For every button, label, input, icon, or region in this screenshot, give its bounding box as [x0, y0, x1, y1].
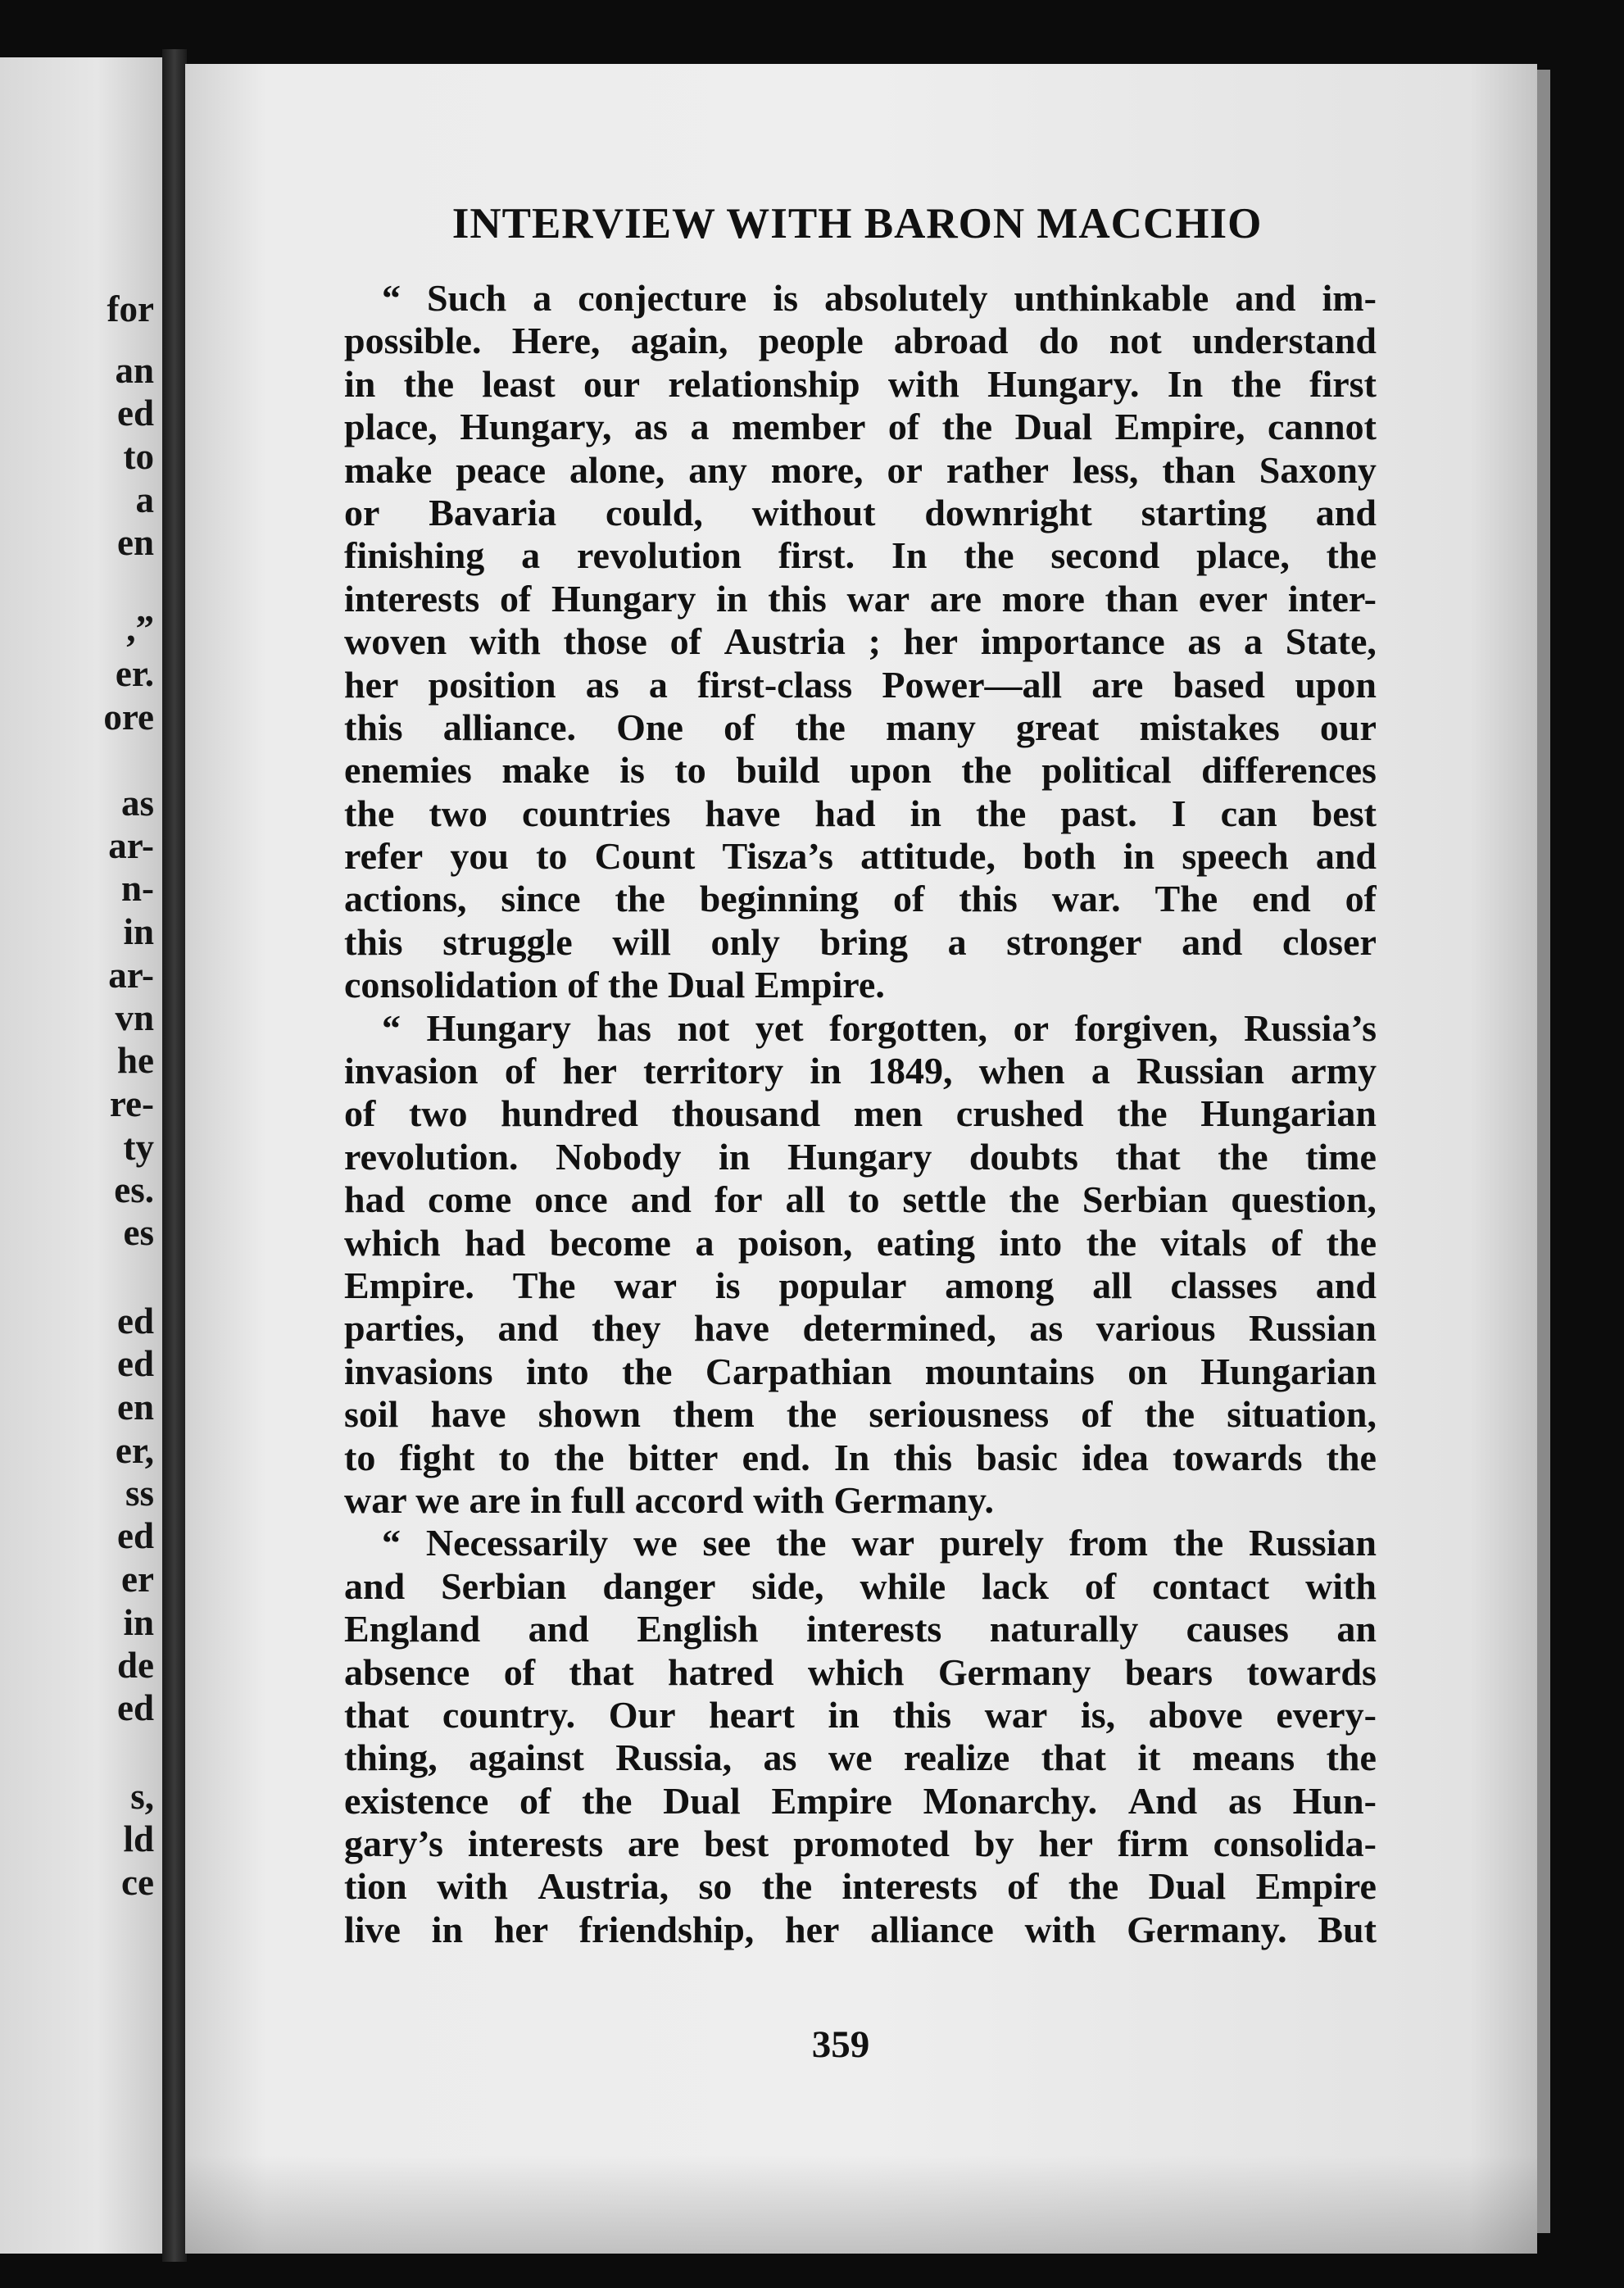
book-page: [185, 64, 1537, 2254]
text-line: “ Necessarily we see the war purely from the Russian: [382, 1522, 1377, 1564]
facing-page-fragment: s,: [130, 1776, 154, 1817]
text-line: gary’s interests are best promoted by her firm consolida-: [344, 1823, 1377, 1865]
text-line: this struggle will only bring a stronger and closer: [344, 920, 1377, 963]
facing-page-fragment: er,: [115, 1430, 154, 1471]
text-line: make peace alone, any more, or rather less, than Saxony: [344, 448, 1377, 491]
text-line: thing, against Russia, as we realize that it means the: [344, 1736, 1377, 1779]
text-line: invasions into the Carpathian mountains on Hungarian: [344, 1350, 1377, 1392]
facing-page-fragment: de: [117, 1645, 154, 1686]
facing-page-fragment: ty: [123, 1127, 154, 1168]
facing-page-fragment: ss: [125, 1473, 154, 1514]
text-line: Empire. The war is popular among all classes and: [344, 1264, 1377, 1306]
text-line: existence of the Dual Empire Monarchy. And as Hun-: [344, 1779, 1377, 1822]
page-title: INTERVIEW WITH BARON MACCHIO: [451, 200, 1263, 247]
text-line: that country. Our heart in this war is, above every-: [344, 1693, 1377, 1736]
facing-page-fragment: for: [107, 288, 154, 329]
text-line: this alliance. One of the many great mistakes our: [344, 706, 1377, 748]
facing-page-fragment: he: [117, 1040, 154, 1081]
text-line: refer you to Count Tisza’s attitude, both in speech and: [344, 835, 1377, 878]
facing-page-fragment: as: [120, 783, 154, 824]
text-line: consolidation of the Dual Empire.: [344, 964, 885, 1006]
book-gutter: [162, 49, 187, 2262]
body-text: [344, 277, 1377, 1951]
text-line: the two countries have had in the past. I can best: [344, 792, 1377, 834]
text-line: interests of Hungary in this war are more than ever inter-: [344, 577, 1377, 620]
page-edge: [1537, 70, 1550, 2233]
text-line: place, Hungary, as a member of the Dual Empire, cannot: [344, 406, 1377, 448]
facing-page-fragment: er: [121, 1559, 154, 1600]
facing-page-fragment: an: [115, 350, 154, 391]
text-line: or Bavaria could, without downright starting and: [344, 491, 1377, 533]
text-line: and Serbian danger side, while lack of contact with: [344, 1564, 1377, 1607]
text-line: woven with those of Austria ; her importance as a State,: [344, 620, 1377, 663]
text-line: live in her friendship, her alliance with Germany. But: [344, 1908, 1377, 1950]
text-line: invasion of her territory in 1849, when a Russian army: [344, 1050, 1377, 1092]
facing-page-fragment: ed: [117, 1515, 154, 1556]
facing-page-fragment: ce: [121, 1862, 154, 1903]
text-line: absence of that hatred which Germany bears towards: [344, 1650, 1377, 1693]
facing-page-fragment: en: [117, 1387, 154, 1428]
text-line: which had become a poison, eating into the vitals of the: [344, 1221, 1377, 1264]
facing-page-left: [0, 57, 162, 2254]
text-line: war we are in full accord with Germany.: [344, 1478, 994, 1521]
text-line: to fight to the bitter end. In this basic idea towards the: [344, 1436, 1377, 1478]
text-line: tion with Austria, so the interests of the Dual Empire: [344, 1865, 1377, 1908]
text-line: soil have shown them the seriousness of the situation,: [344, 1393, 1377, 1436]
facing-page-fragment: n-: [120, 868, 154, 909]
facing-page-fragment: in: [123, 1602, 154, 1643]
text-line: revolution. Nobody in Hungary doubts that the time: [344, 1135, 1377, 1178]
facing-page-fragment: vn: [115, 997, 154, 1038]
facing-page-fragment: ld: [123, 1818, 154, 1859]
text-line: enemies make is to build upon the political differences: [344, 749, 1377, 792]
facing-page-fragment: ar-: [108, 955, 154, 996]
text-line: actions, since the beginning of this war. The end of: [344, 878, 1377, 920]
facing-page-fragment: ed: [117, 393, 154, 434]
facing-page-fragment: es: [123, 1212, 154, 1253]
page-shadow: [185, 2155, 1537, 2254]
facing-page-fragment: ,”: [126, 608, 154, 649]
page-number: 359: [811, 2023, 870, 2066]
text-line: in the least our relationship with Hungary. In the first: [344, 362, 1377, 405]
text-line: parties, and they have determined, as various Russian: [344, 1307, 1377, 1350]
facing-page-fragment: ar-: [108, 825, 154, 866]
facing-page-fragment: ed: [117, 1343, 154, 1384]
facing-page-fragment: to: [123, 436, 154, 477]
text-line: had come once and for all to settle the Serbian question,: [344, 1178, 1377, 1221]
facing-page-fragment: re-: [109, 1083, 154, 1124]
facing-page-fragment: ore: [103, 697, 154, 738]
facing-page-fragment: es.: [114, 1169, 154, 1210]
text-line: of two hundred thousand men crushed the Hungarian: [344, 1092, 1377, 1135]
text-line: her position as a first-class Power—all are based upon: [344, 663, 1377, 706]
facing-page-fragment: ed: [117, 1301, 154, 1341]
text-line: possible. Here, again, people abroad do not understand: [344, 320, 1377, 362]
facing-page-fragment: ed: [117, 1687, 154, 1728]
text-line: England and English interests naturally causes an: [344, 1608, 1377, 1650]
facing-page-fragment: a: [135, 479, 154, 520]
text-line: “ Such a conjecture is absolutely unthinkable and im-: [382, 277, 1377, 319]
facing-page-fragment: en: [117, 522, 154, 563]
text-line: “ Hungary has not yet forgotten, or forgiven, Russia’s: [382, 1006, 1377, 1049]
facing-page-fragment: er.: [115, 653, 154, 694]
facing-page-fragment: in: [123, 911, 154, 952]
text-line: finishing a revolution first. In the second place, the: [344, 534, 1377, 577]
